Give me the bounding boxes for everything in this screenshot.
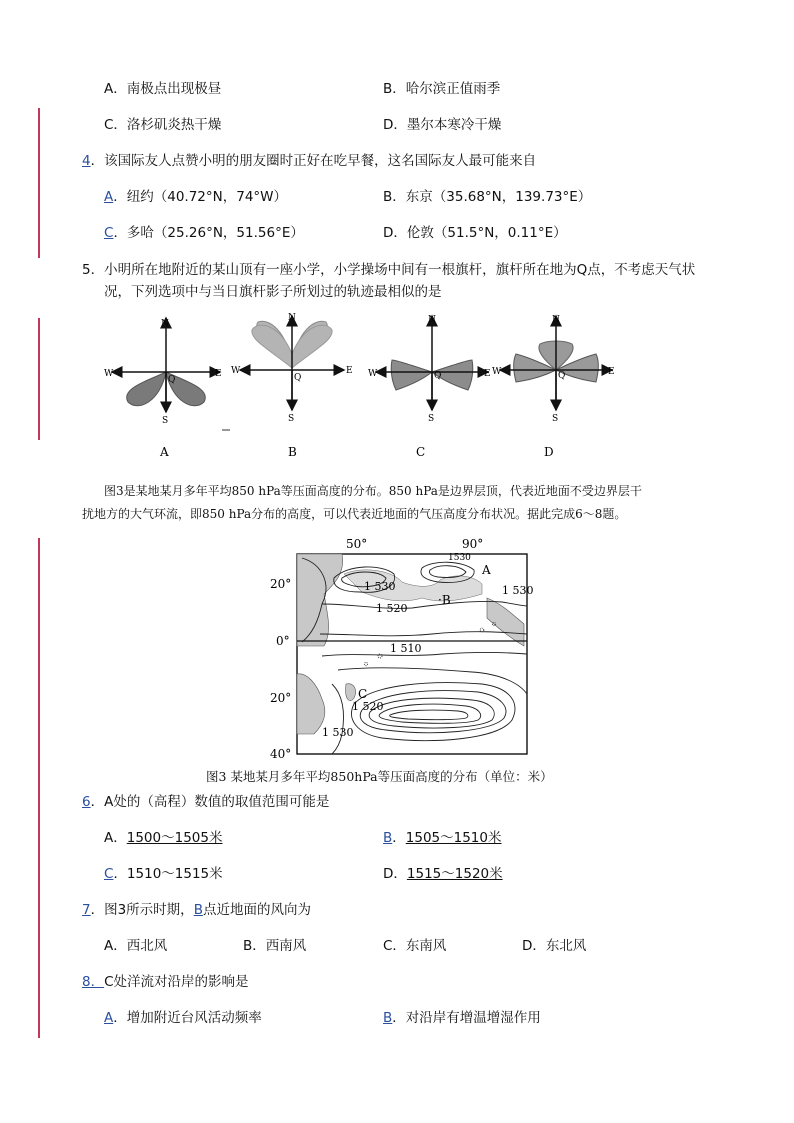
contour-label: 1 530 [502,584,534,597]
q7-text: 点近地面的风向为 [202,902,311,918]
point-c-label: C [358,687,368,701]
south-label: S [552,414,559,424]
q4-option-d[interactable]: D．伦敦（51.5°N，0.11°E） [383,225,567,241]
q4-option-b[interactable]: B．东京（35.68°N，139.73°E） [383,189,592,205]
latitude-label: 0° [276,634,290,648]
south-label: S [428,414,435,424]
contour-label: 1530 [448,553,471,563]
margin-line [38,318,40,440]
west-label: W [492,367,502,377]
q6-option-d[interactable] [383,862,503,882]
margin-line [38,538,40,1038]
q-point-label: Q [434,371,442,381]
q4-a-letter: A [104,189,114,205]
intro-line1: 图3是某地某月多年平均850 hPa等压面高度的分布。850 hPa是边界层顶，代表近地面不受边界层干 [104,484,642,498]
q4-c-letter: C [104,225,114,241]
pressure-height-map [262,534,542,768]
q6-d-value: 1515～1520 [406,866,490,882]
q8-b-text: ．对沿岸有增温增湿作用 [392,1010,541,1026]
north-label: N [552,315,560,325]
longitude-label: 50° [346,537,368,551]
east-label: E [484,369,491,379]
q4-a-text: ．纽约（40.72°N，74°W） [113,189,288,205]
q7-option-c[interactable]: C．东南风 [383,938,447,954]
q4-stem [82,149,536,169]
q8-stem [82,970,249,990]
point-a-label: A [482,563,491,577]
longitude-label: 90° [462,537,484,551]
q7-number: 7 [82,902,91,918]
option-c-diagram[interactable] [368,315,491,459]
q6-a-prefix: A． [104,830,127,846]
option-b-diagram[interactable] [222,313,353,459]
q6-c-value: ．1510～1515米 [113,866,223,882]
q6-number: 6 [82,794,91,810]
q6-b-prefix: ． [392,830,406,846]
south-label: S [288,414,295,424]
west-label: W [231,366,241,376]
option-a-label: A [160,445,169,459]
q5-stem-line2: 况，下列选项中与当日旗杆影子所划过的轨迹最相似的是 [104,284,442,300]
latitude-label: 40° [270,747,292,761]
q7-stem [82,898,311,918]
option-d-diagram[interactable] [492,315,615,459]
north-label: N [161,319,169,329]
q8-a-text: ．增加附近台风活动频率 [113,1010,262,1026]
q4-text: ．该国际友人点赞小明的朋友圈时正好在吃早餐，这名国际友人最可能来自 [90,153,537,169]
west-label: W [368,369,378,379]
q8-number: 8． [82,974,105,990]
q8-a-letter: A [104,1010,114,1026]
q7-option-a[interactable]: A．西北风 [104,938,168,954]
contour-label: 1 530 [322,726,354,739]
q-point-label: Q [294,373,302,383]
contour-label: 1 530 [364,580,396,593]
contour-label: 1 510 [390,642,422,655]
q7-option-b[interactable]: B．西南风 [243,938,307,954]
margin-line [38,108,40,258]
q5-stem-line1: 5．小明所在地附近的某山顶有一座小学，小学操场中间有一根旗杆，旗杆所在地为Q点，不考虑天气状 [82,262,696,278]
west-label: W [104,369,114,379]
south-label: S [162,416,169,426]
q6-text: ．A处的（高程）数值的取值范围可能是 [90,794,330,810]
q4-c-text: ．多哈（25.26°N，51.56°E） [113,225,304,241]
q6-a-value: 1500～1505米 [126,830,223,846]
q4-option-c[interactable] [104,221,304,241]
q6-stem [82,790,329,810]
option-a-diagram[interactable] [104,318,222,459]
intro-line2: 扰地方的大气环流，即850 hPa分布的高度，可以代表近地面的气压高度分布状况。据此完成6～8题。 [82,507,627,521]
east-label: E [608,367,615,377]
q6-b-letter: B [383,830,393,846]
q6-option-c[interactable] [104,862,223,882]
q6-option-a[interactable] [104,826,222,846]
q7-option-d[interactable]: D．东北风 [522,938,587,954]
q3-option-a[interactable]: A．南极点出现极昼 [104,81,222,97]
q8-text: C处洋流对沿岸的影响是 [104,974,249,990]
north-label: N [428,315,436,325]
contour-label: 1 520 [376,602,408,615]
q6-d-prefix: D． [383,866,407,882]
shadow-track-diagram [100,310,640,460]
q6-c-letter: C [104,866,114,882]
option-b-label: B [288,445,297,459]
q7-text: ．图3所示时期， [90,902,194,918]
q-point-label: Q [558,371,566,381]
east-label: E [215,369,222,379]
q8-option-b[interactable] [383,1006,541,1026]
q6-b-value: 1505～1510 [405,830,488,846]
figure-caption: 图3 某地某月多年平均850hPa等压面高度的分布（单位：米） [206,769,553,784]
q3-option-b[interactable]: B．哈尔滨正值雨季 [383,81,501,97]
option-d-label: D [544,445,554,459]
q7-b-ref: B [193,902,203,918]
q8-option-a[interactable] [104,1006,262,1026]
q6-b-unit: 米 [487,830,502,846]
option-c-label: C [416,445,426,459]
q6-option-b[interactable] [383,826,501,846]
q4-number: 4 [82,153,91,169]
latitude-label: 20° [270,577,292,591]
q-point-label: Q [168,375,176,385]
q3-option-d[interactable]: D．墨尔本寒冷干燥 [383,117,502,133]
north-label: N [288,313,296,323]
contour-label: 1 520 [352,700,384,713]
q6-d-unit: 米 [489,866,503,882]
q4-option-a[interactable] [104,185,287,205]
latitude-label: 20° [270,691,292,705]
q8-b-letter: B [383,1010,393,1026]
point-b-label: ·B [438,593,451,607]
east-label: E [346,366,353,376]
q3-option-c[interactable]: C．洛杉矶炎热干燥 [104,117,222,133]
